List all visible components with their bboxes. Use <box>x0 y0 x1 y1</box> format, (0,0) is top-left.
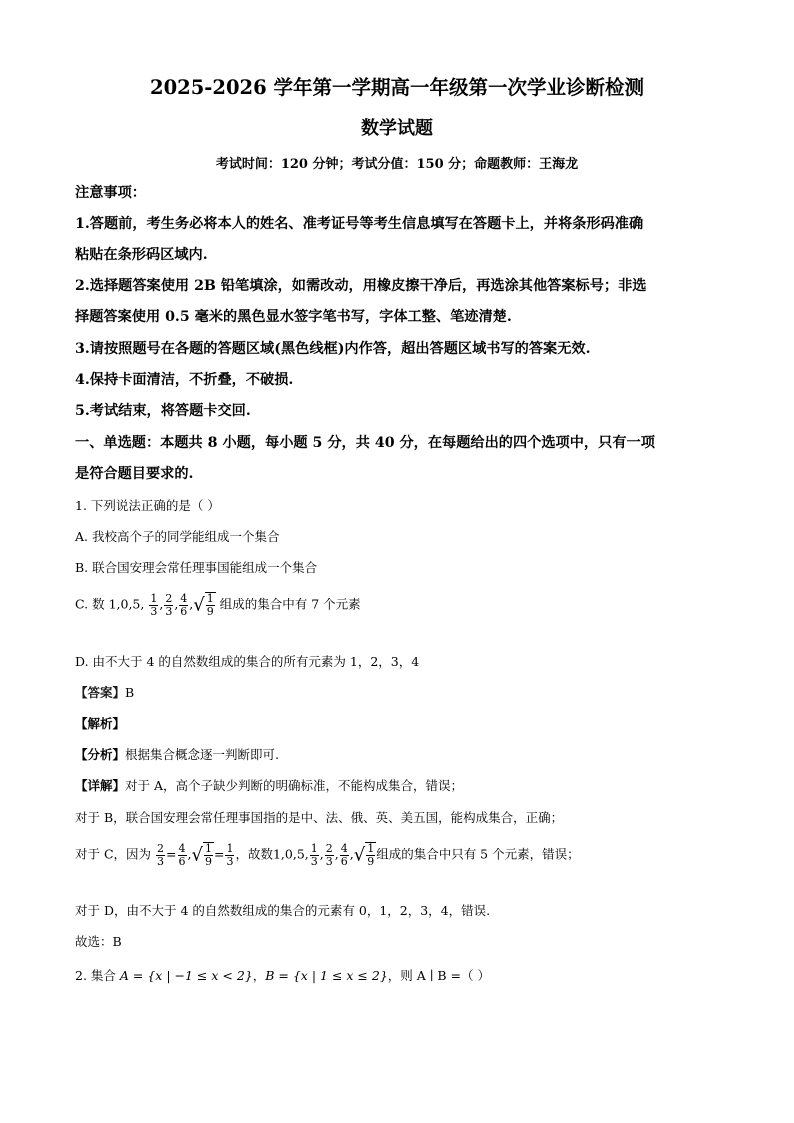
q1-detail-c: 对于 C，因为 $\frac{2}{3}$ = $\frac{4}{6}$ ,√ $\frac{1}{9}$ = $\frac{1}{3}$ ，故数1,0,5, $\frac{1}{3}$ , $\frac{2}{3}$ , $\frac{4}{6}$ ,√ $\frac{1}{9}$ 组成的集合中只有 5 个元素，错误； <box>75 841 580 868</box>
detail-text-a: 对于 A，高个子缺少判断的明确标准，不能构成集合，错误； <box>125 778 464 793</box>
notice-item-5: 5.考试结束，将答题卡交回. <box>75 403 251 419</box>
q1-answer <box>75 683 725 701</box>
notice-heading: 注意事项： <box>75 185 146 201</box>
fenxi-label: 【分析】 <box>75 747 126 762</box>
fraction-2-3: $\frac{2}{3}$ <box>157 841 165 868</box>
sqrt-1-9: √ $\frac{1}{9}$ <box>353 842 375 868</box>
q1-stem: 1. 下列说法正确的是（ ） <box>75 498 220 513</box>
fraction-4-6: $\frac{4}{6}$ <box>180 591 188 618</box>
fraction-1-3: $\frac{1}{3}$ <box>226 841 234 868</box>
fraction-2-3: $\frac{2}{3}$ <box>325 841 333 868</box>
q1-option-c-nums: 1,0,5, <box>108 596 145 612</box>
q1-detail-a <box>75 776 725 794</box>
sqrt-1-9: √ $\frac{1}{9}$ <box>191 842 212 868</box>
notice-item-1b: 粘贴在条形码区域内. <box>75 247 208 263</box>
q1-choice: 故选：B <box>75 934 122 949</box>
fraction-1-3: $\frac{1}{3}$ <box>150 591 158 618</box>
q1-option-a: A. 我校高个子的同学能组成一个集合 <box>75 529 280 544</box>
q2-stem: 2. 集合 A = {x | −1 ≤ x < 2}，B = {x | 1 ≤ x ≤ 2}，则 A ∣ B =（ ） <box>75 968 490 983</box>
exam-title: 2025-2026 学年第一学期高一年级第一次学业诊断检测 <box>150 76 644 99</box>
notice-item-3: 3.请按照题号在各题的答题区域(黑色线框)内作答，超出答题区域书写的答案无效. <box>75 341 591 357</box>
q1-option-b: B. 联合国安理会常任理事国能组成一个集合 <box>75 560 318 575</box>
q1-option-c: C. 数 1,0,5, $\frac{1}{3}$ , $\frac{2}{3}$ , $\frac{4}{6}$ ,√ $\frac{1}{9}$ 组成的集合中有 7 个元素 <box>75 591 361 618</box>
fenxi-text: 根据集合概念逐一判断即可. <box>125 747 279 762</box>
detail-label: 【详解】 <box>75 778 126 793</box>
section-1-heading-b: 是符合题目要求的. <box>75 466 194 482</box>
section-1-heading-a: 一、单选题：本题共 8 小题，每小题 5 分，共 40 分，在每题给出的四个选项中，只有一项 <box>75 435 655 451</box>
notice-item-1a: 1.答题前，考生务必将本人的姓名、准考证号等考生信息填写在答题卡上，并将条形码准确 <box>75 216 644 232</box>
fraction-1-3: $\frac{1}{3}$ <box>310 841 318 868</box>
notice-item-4: 4.保持卡面清洁，不折叠，不破损. <box>75 372 294 388</box>
fraction-2-3: $\frac{2}{3}$ <box>165 591 173 618</box>
notice-item-2b: 择题答案使用 0.5 毫米的黑色显水签字笔书写，字体工整、笔迹清楚. <box>75 309 512 325</box>
answer-value: B <box>125 685 135 700</box>
sqrt-1-9: √ $\frac{1}{9}$ <box>193 592 214 618</box>
q2-set-b: B = {x | 1 ≤ x ≤ 2} <box>265 968 388 983</box>
notice-item-2a: 2.选择题答案使用 2B 铅笔填涂，如需改动，用橡皮擦干净后，再选涂其他答案标号；非选 <box>75 278 647 294</box>
fraction-4-6: $\frac{4}{6}$ <box>340 841 348 868</box>
q1-option-c-prefix: C. 数 <box>75 596 105 612</box>
q2-stem-suffix: ，则 A ∣ B =（ ） <box>387 968 490 983</box>
exam-subject: 数学试题 <box>361 118 433 139</box>
q1-fenxi <box>75 745 725 763</box>
q1-detail-d: 对于 D，由不大于 4 的自然数组成的集合的元素有 0，1，2，3，4，错误. <box>75 903 491 918</box>
q1-detail-b: 对于 B，联合国安理会常任理事国指的是中、法、俄、英、美五国，能构成集合，正确； <box>75 810 564 825</box>
q1-option-c-suffix: 组成的集合中有 7 个元素 <box>219 596 361 612</box>
q1-option-d: D. 由不大于 4 的自然数组成的集合的所有元素为 1，2，3，4 <box>75 654 420 669</box>
fraction-4-6: $\frac{4}{6}$ <box>178 841 186 868</box>
exam-info: 考试时间：120 分钟；考试分值：150 分；命题教师：王海龙 <box>215 157 579 172</box>
analysis-label: 【解析】 <box>75 716 126 731</box>
answer-label: 【答案】 <box>75 685 126 700</box>
q2-set-a: A = {x | −1 ≤ x < 2} <box>119 968 253 983</box>
